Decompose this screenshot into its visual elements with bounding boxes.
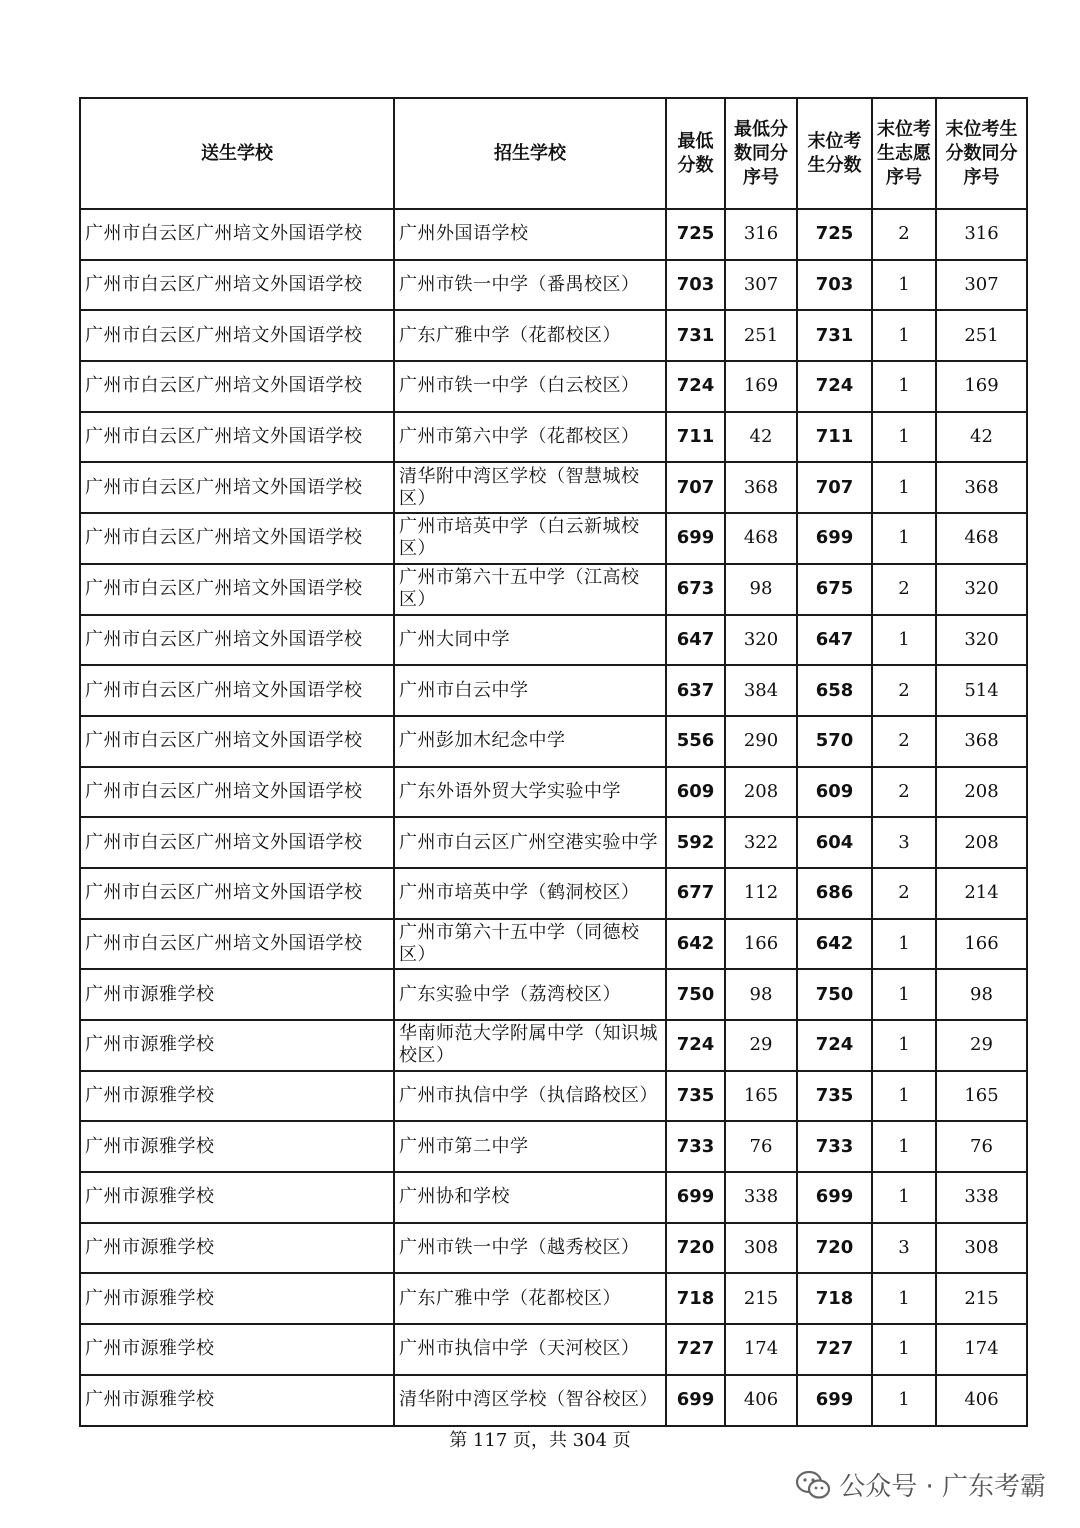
table-row [80,665,1027,716]
cell-admitting-school: 广州协和学校 [394,1172,666,1223]
admission-score-table [79,97,1028,1427]
cell-min-score: 724 [666,1020,725,1071]
cell-last-student-tie-no: 98 [936,969,1027,1020]
cell-sending-school: 广州市白云区广州培文外国语学校 [80,260,394,311]
table-row [80,615,1027,666]
cell-admitting-school: 广东广雅中学（花都校区） [394,310,666,361]
cell-last-student-tie-no: 308 [936,1223,1027,1274]
cell-last-student-preference-no: 1 [872,1172,936,1223]
cell-admitting-school: 广州市第二中学 [394,1121,666,1172]
table-row [80,564,1027,615]
cell-last-student-score: 699 [797,1375,872,1426]
cell-min-score-tie-no: 42 [725,412,797,463]
cell-last-student-preference-no: 2 [872,767,936,818]
table-row [80,1223,1027,1274]
cell-last-student-score: 699 [797,513,872,564]
table-row [80,1172,1027,1223]
cell-last-student-tie-no: 251 [936,310,1027,361]
cell-last-student-preference-no: 2 [872,564,936,615]
cell-min-score-tie-no: 76 [725,1121,797,1172]
cell-last-student-tie-no: 338 [936,1172,1027,1223]
cell-min-score: 711 [666,412,725,463]
table-header-row [80,98,1027,209]
cell-last-student-preference-no: 3 [872,1223,936,1274]
cell-admitting-school: 广州市白云区广州空港实验中学 [394,817,666,868]
table-row [80,462,1027,513]
cell-min-score: 592 [666,817,725,868]
cell-last-student-preference-no: 1 [872,462,936,513]
cell-last-student-preference-no: 1 [872,969,936,1020]
cell-min-score-tie-no: 166 [725,919,797,970]
cell-last-student-preference-no: 1 [872,1273,936,1324]
cell-admitting-school: 广州外国语学校 [394,209,666,260]
cell-min-score: 735 [666,1071,725,1122]
table-row [80,310,1027,361]
cell-last-student-tie-no: 169 [936,361,1027,412]
cell-min-score-tie-no: 174 [725,1324,797,1375]
cell-last-student-score: 703 [797,260,872,311]
table-row [80,1324,1027,1375]
cell-min-score: 750 [666,969,725,1020]
cell-admitting-school: 广州彭加木纪念中学 [394,716,666,767]
cell-last-student-score: 724 [797,1020,872,1071]
cell-sending-school: 广州市白云区广州培文外国语学校 [80,665,394,716]
cell-min-score-tie-no: 215 [725,1273,797,1324]
cell-admitting-school: 广东外语外贸大学实验中学 [394,767,666,818]
cell-sending-school: 广州市白云区广州培文外国语学校 [80,564,394,615]
cell-last-student-tie-no: 166 [936,919,1027,970]
cell-last-student-score: 711 [797,412,872,463]
cell-min-score: 673 [666,564,725,615]
cell-admitting-school: 清华附中湾区学校（智谷校区） [394,1375,666,1426]
cell-last-student-preference-no: 1 [872,1071,936,1122]
cell-sending-school: 广州市白云区广州培文外国语学校 [80,209,394,260]
cell-min-score: 727 [666,1324,725,1375]
cell-last-student-score: 604 [797,817,872,868]
cell-min-score: 699 [666,513,725,564]
cell-sending-school: 广州市白云区广州培文外国语学校 [80,513,394,564]
cell-min-score-tie-no: 169 [725,361,797,412]
table-body [80,209,1027,1426]
cell-admitting-school: 广州市第六中学（花都校区） [394,412,666,463]
cell-sending-school: 广州市源雅学校 [80,1172,394,1223]
header-admitting-school: 招生学校 [394,98,666,209]
cell-min-score: 725 [666,209,725,260]
cell-sending-school: 广州市白云区广州培文外国语学校 [80,361,394,412]
cell-last-student-score: 733 [797,1121,872,1172]
cell-admitting-school: 华南师范大学附属中学（知识城校区） [394,1020,666,1071]
cell-last-student-preference-no: 2 [872,209,936,260]
cell-sending-school: 广州市源雅学校 [80,1273,394,1324]
watermark-text: 公众号 · 广东考霸 [839,1472,1046,1502]
cell-last-student-score: 735 [797,1071,872,1122]
cell-last-student-tie-no: 320 [936,615,1027,666]
cell-min-score-tie-no: 384 [725,665,797,716]
cell-min-score-tie-no: 338 [725,1172,797,1223]
cell-last-student-preference-no: 2 [872,716,936,767]
table-row [80,1273,1027,1324]
cell-last-student-score: 570 [797,716,872,767]
page-number: 第 117 页，共 304 页 [449,1430,631,1451]
cell-min-score-tie-no: 316 [725,209,797,260]
header-min-score: 最低分数 [666,98,725,209]
cell-min-score: 731 [666,310,725,361]
table-row [80,1375,1027,1426]
cell-last-student-score: 718 [797,1273,872,1324]
cell-last-student-tie-no: 214 [936,868,1027,919]
cell-sending-school: 广州市白云区广州培文外国语学校 [80,615,394,666]
cell-last-student-preference-no: 1 [872,412,936,463]
cell-sending-school: 广州市源雅学校 [80,1121,394,1172]
cell-sending-school: 广州市白云区广州培文外国语学校 [80,310,394,361]
cell-last-student-tie-no: 514 [936,665,1027,716]
table-row [80,412,1027,463]
cell-sending-school: 广州市源雅学校 [80,1375,394,1426]
cell-last-student-preference-no: 1 [872,919,936,970]
table-row [80,260,1027,311]
cell-min-score-tie-no: 98 [725,564,797,615]
watermark [795,1466,1046,1503]
cell-last-student-score: 642 [797,919,872,970]
cell-last-student-tie-no: 208 [936,767,1027,818]
table-row [80,1020,1027,1071]
header-last-student-score: 末位考生分数 [797,98,872,209]
cell-last-student-tie-no: 215 [936,1273,1027,1324]
cell-last-student-tie-no: 406 [936,1375,1027,1426]
cell-admitting-school: 清华附中湾区学校（智慧城校区） [394,462,666,513]
cell-last-student-tie-no: 316 [936,209,1027,260]
header-min-score-tie-no: 最低分数同分序号 [725,98,797,209]
table-row [80,868,1027,919]
cell-last-student-preference-no: 1 [872,1324,936,1375]
cell-last-student-tie-no: 29 [936,1020,1027,1071]
cell-min-score: 718 [666,1273,725,1324]
cell-sending-school: 广州市源雅学校 [80,1324,394,1375]
header-sending-school: 送生学校 [80,98,394,209]
cell-min-score: 703 [666,260,725,311]
table-row [80,361,1027,412]
wechat-logo-icon [795,1470,831,1500]
cell-min-score: 724 [666,361,725,412]
table-row [80,817,1027,868]
cell-min-score-tie-no: 251 [725,310,797,361]
cell-last-student-score: 647 [797,615,872,666]
cell-sending-school: 广州市白云区广州培文外国语学校 [80,767,394,818]
cell-admitting-school: 广州市培英中学（白云新城校区） [394,513,666,564]
cell-last-student-tie-no: 42 [936,412,1027,463]
cell-sending-school: 广州市源雅学校 [80,969,394,1020]
cell-min-score-tie-no: 368 [725,462,797,513]
cell-last-student-score: 707 [797,462,872,513]
cell-min-score-tie-no: 320 [725,615,797,666]
cell-admitting-school: 广州市铁一中学（白云校区） [394,361,666,412]
cell-last-student-score: 724 [797,361,872,412]
cell-min-score-tie-no: 307 [725,260,797,311]
cell-last-student-preference-no: 1 [872,1375,936,1426]
cell-last-student-preference-no: 2 [872,665,936,716]
cell-min-score-tie-no: 290 [725,716,797,767]
cell-admitting-school: 广州市执信中学（执信路校区） [394,1071,666,1122]
cell-min-score-tie-no: 165 [725,1071,797,1122]
cell-min-score-tie-no: 468 [725,513,797,564]
cell-last-student-score: 686 [797,868,872,919]
cell-min-score: 699 [666,1172,725,1223]
table-row [80,1121,1027,1172]
cell-sending-school: 广州市源雅学校 [80,1071,394,1122]
cell-admitting-school: 广东实验中学（荔湾校区） [394,969,666,1020]
cell-last-student-tie-no: 307 [936,260,1027,311]
cell-last-student-tie-no: 165 [936,1071,1027,1122]
cell-last-student-preference-no: 1 [872,260,936,311]
cell-last-student-preference-no: 1 [872,310,936,361]
cell-last-student-score: 699 [797,1172,872,1223]
cell-min-score: 733 [666,1121,725,1172]
cell-last-student-preference-no: 1 [872,1121,936,1172]
cell-admitting-school: 广州市铁一中学（番禺校区） [394,260,666,311]
cell-min-score-tie-no: 98 [725,969,797,1020]
cell-sending-school: 广州市白云区广州培文外国语学校 [80,716,394,767]
cell-last-student-tie-no: 208 [936,817,1027,868]
cell-admitting-school: 广州大同中学 [394,615,666,666]
cell-sending-school: 广州市白云区广州培文外国语学校 [80,462,394,513]
cell-last-student-preference-no: 1 [872,1020,936,1071]
cell-last-student-score: 725 [797,209,872,260]
cell-last-student-tie-no: 76 [936,1121,1027,1172]
cell-sending-school: 广州市源雅学校 [80,1223,394,1274]
cell-min-score: 707 [666,462,725,513]
cell-last-student-preference-no: 3 [872,817,936,868]
cell-last-student-preference-no: 1 [872,361,936,412]
cell-min-score-tie-no: 308 [725,1223,797,1274]
cell-min-score-tie-no: 406 [725,1375,797,1426]
cell-last-student-tie-no: 368 [936,716,1027,767]
cell-admitting-school: 广州市白云中学 [394,665,666,716]
cell-min-score: 637 [666,665,725,716]
table-row [80,1071,1027,1122]
cell-sending-school: 广州市白云区广州培文外国语学校 [80,919,394,970]
cell-last-student-score: 720 [797,1223,872,1274]
header-last-student-preference-no: 末位考生志愿序号 [872,98,936,209]
cell-min-score: 720 [666,1223,725,1274]
cell-last-student-preference-no: 1 [872,513,936,564]
cell-last-student-tie-no: 368 [936,462,1027,513]
cell-sending-school: 广州市白云区广州培文外国语学校 [80,412,394,463]
cell-min-score: 609 [666,767,725,818]
header-last-student-tie-no: 末位考生分数同分序号 [936,98,1027,209]
cell-min-score: 642 [666,919,725,970]
cell-last-student-preference-no: 2 [872,868,936,919]
cell-last-student-tie-no: 468 [936,513,1027,564]
cell-admitting-school: 广州市培英中学（鹤洞校区） [394,868,666,919]
cell-min-score: 699 [666,1375,725,1426]
cell-sending-school: 广州市源雅学校 [80,1020,394,1071]
cell-last-student-score: 675 [797,564,872,615]
table-row [80,716,1027,767]
table-row [80,919,1027,970]
cell-min-score-tie-no: 112 [725,868,797,919]
cell-last-student-tie-no: 320 [936,564,1027,615]
cell-sending-school: 广州市白云区广州培文外国语学校 [80,817,394,868]
cell-min-score-tie-no: 29 [725,1020,797,1071]
cell-last-student-score: 658 [797,665,872,716]
table-row [80,209,1027,260]
table-row [80,969,1027,1020]
cell-last-student-score: 609 [797,767,872,818]
table-row [80,513,1027,564]
cell-last-student-score: 750 [797,969,872,1020]
cell-min-score-tie-no: 208 [725,767,797,818]
cell-min-score: 677 [666,868,725,919]
cell-admitting-school: 广州市铁一中学（越秀校区） [394,1223,666,1274]
cell-last-student-tie-no: 174 [936,1324,1027,1375]
cell-min-score-tie-no: 322 [725,817,797,868]
cell-admitting-school: 广州市第六十五中学（同德校区） [394,919,666,970]
cell-admitting-school: 广东广雅中学（花都校区） [394,1273,666,1324]
cell-last-student-score: 731 [797,310,872,361]
cell-admitting-school: 广州市执信中学（天河校区） [394,1324,666,1375]
cell-min-score: 647 [666,615,725,666]
cell-last-student-score: 727 [797,1324,872,1375]
cell-min-score: 556 [666,716,725,767]
table-row [80,767,1027,818]
cell-last-student-preference-no: 1 [872,615,936,666]
cell-sending-school: 广州市白云区广州培文外国语学校 [80,868,394,919]
cell-admitting-school: 广州市第六十五中学（江高校区） [394,564,666,615]
